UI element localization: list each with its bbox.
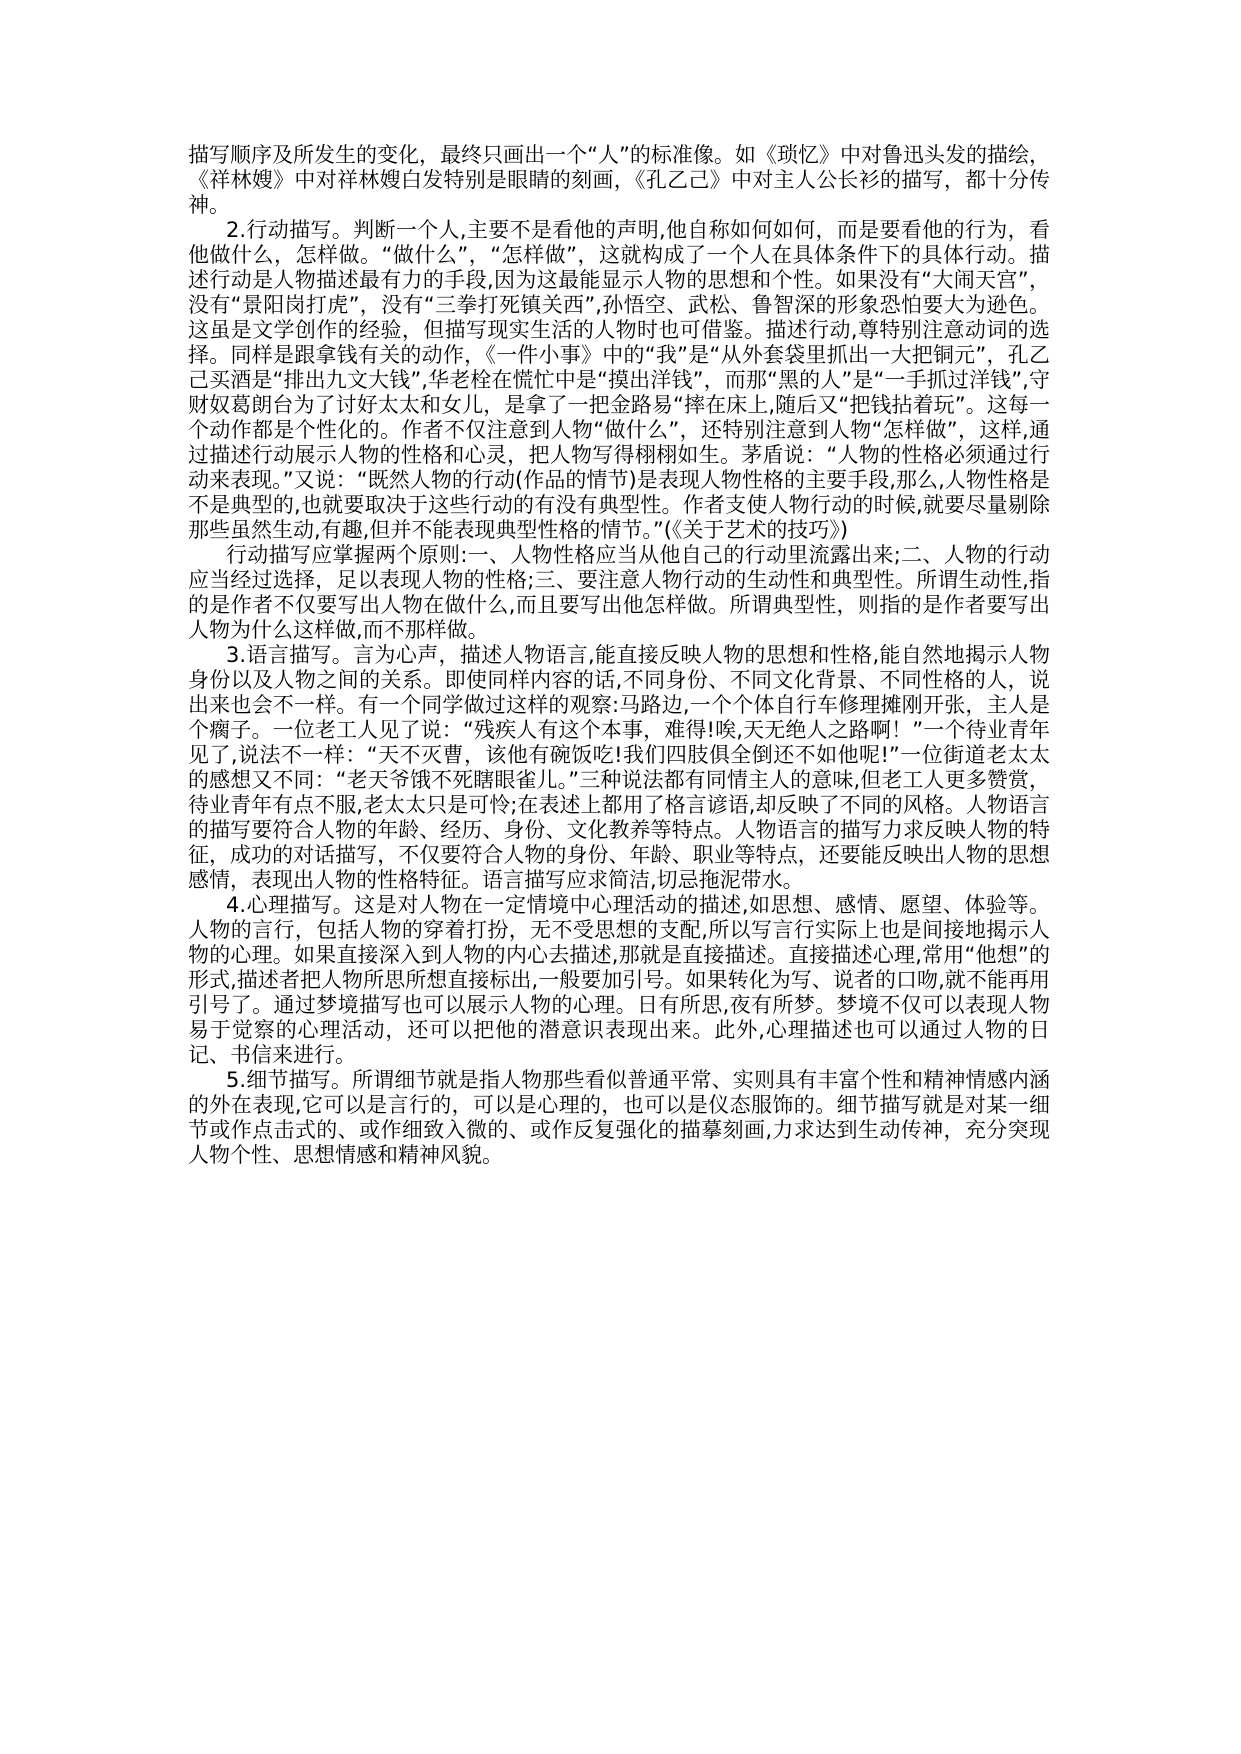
paragraph-action-principles: 行动描写应掌握两个原则:一、人物性格应当从他自己的行动里流露出来;二、人物的行动应当经过选择，足以表现人物的性格;三、要注意人物行动的生动性和典型性。所谓生动性,指的是作者不仅要写出人物在做什么,而且要写出他怎样做。所谓典型性，则指的是作者要写出人物为什么这样做,而不那样做。	[188, 543, 1050, 642]
paragraph-action-description: 2.行动描写。判断一个人,主要不是看他的声明,他自称如何如何，而是要看他的行为，看他做什么，怎样做。“做什么”，“怎样做”，这就构成了一个人在具体条件下的具体行动。描述行动是人物描述最有力的手段,因为这最能显示人物的思想和个性。如果没有“大闹天宫”，没有“景阳岗打虎”，没有“三拳打死镇关西”,孙悟空、武松、鲁智深的形象恐怕要大为逊色。这虽是文学创作的经验，但描写现实生活的人物时也可借鉴。描述行动,尊特别注意动词的选择。同样是跟拿钱有关的动作，《一件小事》中的“我”是“从外套袋里抓出一大把铜元”，孔乙己买酒是“排出九文大钱”,华老栓在慌忙中是“摸出洋钱”，而那“黑的人”是“一手抓过洋钱”,守财奴葛朗台为了讨好太太和女儿，是拿了一把金路易“摔在床上,随后又“把钱拈着玩”。这每一个动作都是个性化的。作者不仅注意到人物“做什么”，还特别注意到人物“怎样做”，这样,通过描述行动展示人物的性格和心灵，把人物写得栩栩如生。茅盾说：“人物的性格必须通过行动来表现。”又说：“既然人物的行动(作品的情节)是表现人物性格的主要手段,那么,人物性格是不是典型的,也就要取决于这些行动的有没有典型性。作者支使人物行动的时候,就要尽量剔除那些虽然生动,有趣,但并不能表现典型性格的情节。”(《关于艺术的技巧》)	[188, 218, 1050, 542]
document-body	[188, 143, 1050, 1168]
paragraph-psychological-description: 4.心理描写。这是对人物在一定情境中心理活动的描述,如思想、感情、愿望、体验等。人物的言行，包括人物的穿着打扮，无不受思想的支配,所以写言行实际上也是间接地揭示人物的心理。如果直接深入到人物的内心去描述,那就是直接描述。直接描述心理,常用“他想”的形式,描述者把人物所思所想直接标出,一般要加引号。如果转化为写、说者的口吻,就不能再用引号了。通过梦境描写也可以展示人物的心理。日有所思,夜有所梦。梦境不仅可以表现人物易于觉察的心理活动，还可以把他的潜意识表现出来。此外,心理描述也可以通过人物的日记、书信来进行。	[188, 893, 1050, 1067]
paragraph-detail-description: 5.细节描写。所谓细节就是指人物那些看似普通平常、实则具有丰富个性和精神情感内涵的外在表现,它可以是言行的，可以是心理的，也可以是仪态服饰的。细节描写就是对某一细节或作点击式的、或作细致入微的、或作反复强化的描摹刻画,力求达到生动传神，充分突现人物个性、思想情感和精神风貌。	[188, 1068, 1050, 1167]
paragraph-continuation: 描写顺序及所发生的变化，最终只画出一个“人”的标准像。如《琐忆》中对鲁迅头发的描绘，《祥林嫂》中对祥林嫂白发特别是眼睛的刻画，《孔乙己》中对主人公长衫的描写，都十分传神。	[188, 143, 1050, 217]
paragraph-language-description: 3.语言描写。言为心声，描述人物语言,能直接反映人物的思想和性格,能自然地揭示人物身份以及人物之间的关系。即使同样内容的话,不同身份、不同文化背景、不同性格的人，说出来也会不一样。有一个同学做过这样的观察:马路边,一个个体自行车修理摊刚开张，主人是个瘸子。一位老工人见了说：“残疾人有这个本事，难得!唉,天无绝人之路啊！”一个待业青年见了,说法不一样：“天不灭曹，该他有碗饭吃!我们四肢俱全倒还不如他呢!”一位街道老太太的感想又不同：“老天爷饿不死瞎眼雀儿。”三种说法都有同情主人的意味,但老工人更多赞赏，待业青年有点不服,老太太只是可怜;在表述上都用了格言谚语,却反映了不同的风格。人物语言的描写要符合人物的年龄、经历、身份、文化教养等特点。人物语言的描写力求反映人物的特征，成功的对话描写，不仅要符合人物的身份、年龄、职业等特点，还要能反映出人物的思想感情，表现出人物的性格特征。语言描写应求简洁,切忌拖泥带水。	[188, 643, 1050, 892]
